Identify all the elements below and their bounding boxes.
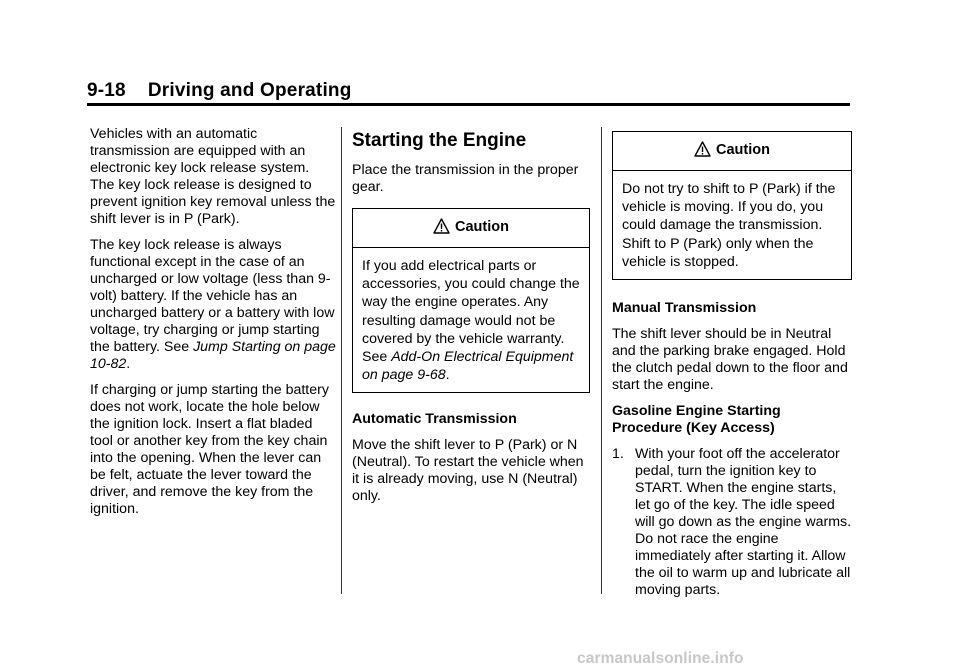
automatic-transmission-heading: Automatic Transmission xyxy=(352,411,517,428)
caution-box-electrical xyxy=(352,208,590,393)
step-item xyxy=(612,446,852,599)
column-divider-2 xyxy=(601,127,602,594)
manual-transmission-text: The shift lever should be in Neutral and the parking brake engaged. Hold the clutch pedal down to the floor and start the engine. xyxy=(612,326,848,394)
caution-label: Caution xyxy=(716,142,770,158)
column-divider-1 xyxy=(341,127,342,594)
header-rule xyxy=(87,103,850,106)
caution-text: If you add electrical parts or accessories, you could change the way the engine operates. Any resulting damage would not be covered by the vehicle warranty. See xyxy=(362,258,580,366)
key-lock-paragraph-2 xyxy=(90,237,336,373)
column-2 xyxy=(352,130,590,514)
intro-paragraph: Place the transmission in the proper gear. xyxy=(352,162,579,195)
step-text: With your foot off the accelerator pedal, turn the ignition key to START. When the engine starts, let go of the key. The idle speed will go down as the engine warms. Do not race the engine immediately after starting it. Allow the oil to warm up and lubricate all moving parts. xyxy=(635,446,852,599)
key-lock-paragraph-2-text: The key lock release is always functional except in the case of an uncharged or low voltage (less than 9-volt) battery. If the vehicle has an uncharged battery or a battery with low voltage, try charging or jump starting the battery. See xyxy=(90,237,335,355)
page-header xyxy=(87,80,352,102)
caution-title xyxy=(353,209,589,248)
warning-icon xyxy=(433,218,450,239)
watermark: carmanualsonline.info xyxy=(577,650,744,667)
caution-body: Do not try to shift to P (Park) if the vehicle is moving. If you do, you could damage the transmission. Shift to P (Park) only when the vehicle is stopped. xyxy=(622,181,836,270)
jump-starting-link[interactable]: Jump Starting on page 10-82 xyxy=(90,339,336,372)
gasoline-starting-heading: Gasoline Engine Starting Procedure (Key Access) xyxy=(612,403,781,437)
key-lock-paragraph-3: If charging or jump starting the battery does not work, locate the hole below the ignition lock. Insert a flat bladed tool or another key from the key chain into the opening. When the lever can be felt, actuate the lever toward the driver, and remove the key from the ignition. xyxy=(90,382,329,517)
step-number: 1. xyxy=(612,446,624,463)
manual-transmission-heading: Manual Transmission xyxy=(612,300,757,317)
starting-steps xyxy=(612,446,852,599)
section-heading: Starting the Engine xyxy=(352,130,527,151)
paragraph-end: . xyxy=(126,356,131,372)
caution-label: Caution xyxy=(455,219,509,235)
page-number: 9-18 xyxy=(87,80,126,101)
column-3 xyxy=(612,131,852,599)
caution-end: . xyxy=(445,367,450,384)
column-1 xyxy=(90,126,336,527)
caution-title xyxy=(613,132,851,171)
automatic-transmission-text: Move the shift lever to P (Park) or N (Neutral). To restart the vehicle when it is already moving, use N (Neutral) only. xyxy=(352,437,584,505)
caution-box-shift xyxy=(612,131,852,280)
section-title: Driving and Operating xyxy=(147,80,352,101)
add-on-equipment-link[interactable]: Add-On Electrical Equipment on page 9-68 xyxy=(362,349,574,384)
key-lock-paragraph-1: Vehicles with an automatic transmission are equipped with an electronic key lock release system. The key lock release is designed to prevent ignition key removal unless the shift lever is in P (Park). xyxy=(90,126,336,227)
warning-icon xyxy=(694,141,711,162)
caution-body xyxy=(353,248,589,392)
